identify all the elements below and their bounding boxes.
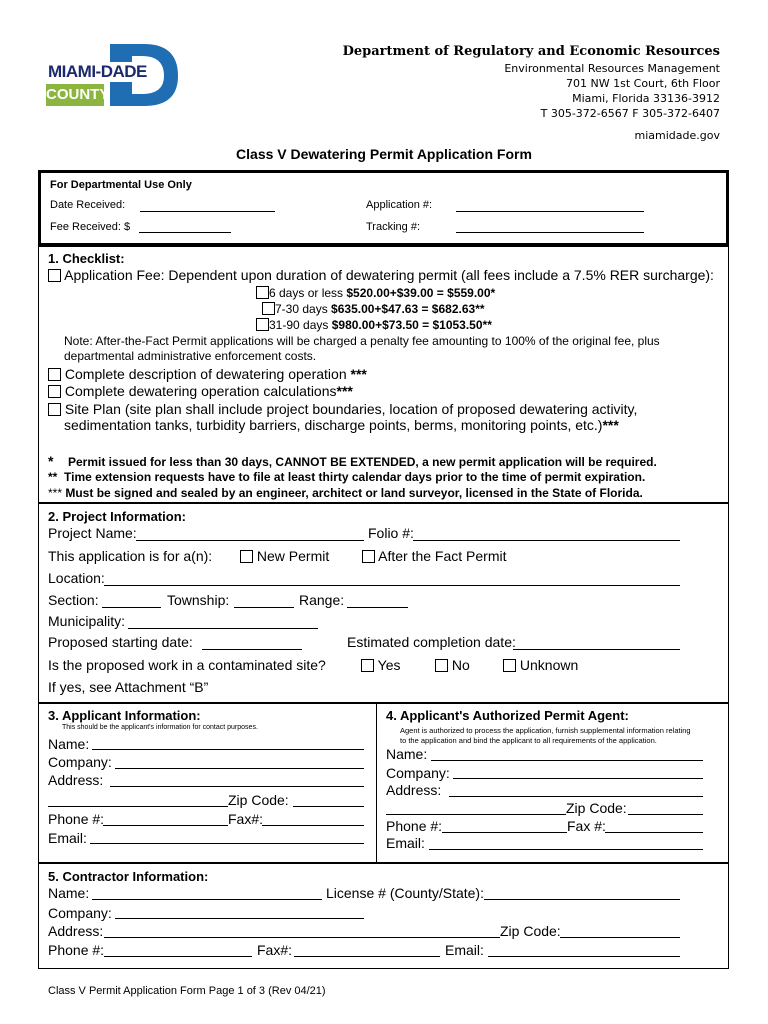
folio-label: Folio #: (368, 525, 414, 541)
fee-30-days-mark: ** (475, 302, 485, 316)
applicant-email-label: Email: (48, 830, 87, 846)
agent-zip-field[interactable] (628, 801, 703, 815)
footnote-2-mark: ** (48, 470, 58, 484)
contaminated-question: Is the proposed work in a contaminated site? (48, 657, 326, 673)
dept-name: Department of Regulatory and Economic Resources (342, 44, 720, 59)
contractor-company-label: Company: (48, 905, 112, 921)
attachment-note: If yes, see Attachment “B” (48, 679, 209, 695)
page-footer: Class V Permit Application Form Page 1 of 3 (Rev 04/21) (48, 985, 326, 997)
after-fact-option (362, 548, 507, 564)
agent-address-label: Address: (386, 782, 442, 798)
applicant-fax-field[interactable] (262, 812, 364, 826)
tracking-no-field[interactable] (456, 219, 644, 233)
agent-note-1: Agent is authorized to process the application, furnish supplemental information relating (400, 726, 691, 735)
applicant-address-field-2[interactable] (48, 793, 228, 807)
project-name-label: Project Name: (48, 525, 137, 541)
description-stars: *** (350, 366, 367, 382)
agent-company-field[interactable] (453, 765, 703, 779)
date-received-field[interactable] (140, 198, 275, 212)
range-label: Range: (299, 592, 345, 608)
agent-fax-field[interactable] (605, 819, 703, 833)
contractor-license-label: License # (County/State): (326, 885, 484, 901)
site-plan-text-row-2 (64, 417, 619, 433)
fee-90-days-label: 31-90 days (269, 318, 332, 332)
footnote-3-mark: *** (48, 486, 63, 500)
folio-field[interactable] (413, 527, 680, 541)
applicant-email-field[interactable] (90, 830, 364, 844)
agent-company-label: Company: (386, 765, 450, 781)
completion-date-field[interactable] (513, 636, 680, 650)
address-line-2: Miami, Florida 33136-3912 (572, 92, 720, 105)
agent-address-field-2[interactable] (386, 801, 566, 815)
section-field[interactable] (102, 594, 161, 608)
yes-option (361, 657, 400, 673)
contractor-name-field[interactable] (92, 886, 322, 900)
fee-checklist-item (48, 267, 714, 283)
applicant-zip-label: Zip Code: (228, 792, 289, 808)
location-label: Location: (48, 570, 105, 586)
site-plan-checkbox[interactable] (48, 403, 61, 416)
after-fact-checkbox[interactable] (362, 550, 375, 563)
section-label: Section: (48, 592, 99, 608)
contractor-phone-label: Phone #: (48, 942, 105, 958)
no-label: No (451, 657, 470, 673)
after-fact-note-1: Note: After-the-Fact Permit applications will be charged a penalty fee amounting to 100% of the original fee, plus (64, 334, 660, 348)
completion-date-label: Estimated completion date: (347, 634, 516, 650)
tracking-no-label: Tracking #: (366, 221, 421, 233)
description-checklist-item (48, 366, 367, 382)
unknown-checkbox[interactable] (503, 659, 516, 672)
contractor-license-field[interactable] (484, 886, 680, 900)
agent-heading: 4. Applicant's Authorized Permit Agent: (386, 708, 629, 723)
new-permit-label: New Permit (256, 548, 330, 564)
county-logo (46, 42, 180, 108)
municipality-label: Municipality: (48, 613, 126, 629)
footnote-1-mark: * (48, 453, 54, 469)
fee-6-days-mark: * (490, 286, 496, 300)
township-label: Township: (167, 592, 230, 608)
form-title: Class V Dewatering Permit Application Form (236, 146, 532, 162)
start-date-field[interactable] (202, 636, 302, 650)
fee-6-days-label: 6 days or less (269, 286, 347, 300)
checklist-heading: 1. Checklist: (48, 251, 125, 266)
header-address-block (343, 44, 720, 142)
logo-top-text: MIAMI-DADE (48, 62, 147, 81)
agent-zip-label: Zip Code: (566, 800, 627, 816)
logo-bottom-text: COUNTY (46, 84, 104, 106)
fee-option-90-days (256, 318, 492, 332)
footnote-1 (48, 453, 657, 469)
fee-90-days-mark: ** (482, 318, 492, 332)
contractor-phone-field[interactable] (104, 943, 252, 957)
applicant-name-label: Name: (48, 736, 90, 752)
contractor-zip-label: Zip Code: (500, 923, 561, 939)
footnote-2 (48, 470, 645, 484)
start-date-label: Proposed starting date: (48, 634, 193, 650)
applicant-zip-field[interactable] (293, 793, 364, 807)
new-permit-checkbox[interactable] (240, 550, 253, 563)
agent-note-2: to the application and bind the applicant to all requirements of the application. (400, 736, 657, 745)
applicant-fax-label: Fax#: (228, 811, 264, 827)
fee-received-label: Fee Received: $ (50, 221, 131, 233)
range-field[interactable] (347, 594, 408, 608)
fee-30-days-checkbox[interactable] (262, 302, 275, 315)
township-field[interactable] (234, 594, 294, 608)
municipality-field[interactable] (128, 615, 318, 629)
applicant-address-field[interactable] (110, 773, 364, 787)
calculations-stars: *** (336, 383, 353, 399)
agent-phone-field[interactable] (442, 819, 567, 833)
fee-6-days-amount: $520.00+$39.00 = $559.00 (346, 286, 491, 300)
site-plan-text-1: Site Plan (site plan shall include project boundaries, location of proposed dewatering activity, (64, 401, 638, 417)
applicant-phone-field[interactable] (103, 812, 228, 826)
footnote-3-text: Must be signed and sealed by an engineer, architect or land surveyor, licensed in the State of Florida. (65, 486, 643, 500)
after-fact-label: After the Fact Permit (378, 548, 507, 564)
contractor-zip-field[interactable] (560, 924, 680, 938)
site-plan-text-2: sedimentation tanks, turbidity barriers, discharge points, berms, monitoring points, etc.) (64, 417, 603, 433)
website[interactable]: miamidade.gov (634, 129, 720, 142)
fee-item-text: Application Fee: Dependent upon duration of dewatering permit (all fees include a 7.5% RER surcharge): (64, 267, 714, 283)
new-permit-option (240, 548, 329, 564)
date-received-label: Date Received: (50, 199, 126, 211)
contractor-fax-field[interactable] (294, 943, 440, 957)
contractor-email-field[interactable] (488, 943, 680, 957)
phone-fax: T 305-372-6567 F 305-372-6407 (540, 107, 720, 120)
agent-name-field[interactable] (431, 747, 703, 761)
yes-label: Yes (377, 657, 401, 673)
fee-option-6-days (256, 286, 495, 300)
applicant-company-label: Company: (48, 754, 112, 770)
site-plan-stars: *** (602, 417, 619, 433)
no-option (435, 657, 470, 673)
site-plan-checklist-item (48, 401, 637, 417)
calculations-checkbox[interactable] (48, 385, 61, 398)
after-fact-note-2: departmental administrative enforcement costs. (64, 349, 317, 363)
application-no-label: Application #: (366, 199, 433, 211)
division-name: Environmental Resources Management (504, 62, 720, 75)
applicant-heading: 3. Applicant Information: (48, 708, 201, 723)
footnote-1-text: Permit issued for less than 30 days, CANNOT BE EXTENDED, a new permit application will be required. (68, 455, 657, 469)
fee-6-days-checkbox[interactable] (256, 286, 269, 299)
contractor-name-label: Name: (48, 885, 90, 901)
calculations-checklist-item (48, 383, 353, 399)
footnote-2-text: Time extension requests have to file at least thirty calendar days prior to the time of permit expiration. (64, 470, 646, 484)
no-checkbox[interactable] (435, 659, 448, 672)
fee-30-days-amount: $635.00+$47.63 = $682.63 (331, 302, 476, 316)
fee-received-field[interactable] (139, 219, 231, 233)
contractor-company-field[interactable] (115, 905, 364, 919)
agent-fax-label: Fax #: (567, 818, 606, 834)
unknown-option (503, 657, 578, 673)
fee-90-days-amount: $980.00+$73.50 = $1053.50 (331, 318, 483, 332)
fee-option-30-days (262, 302, 485, 316)
description-checkbox[interactable] (48, 368, 61, 381)
applicant-company-field[interactable] (115, 755, 364, 769)
agent-phone-label: Phone #: (386, 818, 443, 834)
applicant-phone-label: Phone #: (48, 811, 105, 827)
application-for-label: This application is for a(n): (48, 548, 213, 564)
description-text: Complete description of dewatering operation (64, 366, 351, 382)
project-name-field[interactable] (136, 527, 364, 541)
address-line-1: 701 NW 1st Court, 6th Floor (566, 77, 720, 90)
contractor-address-field[interactable] (104, 924, 500, 938)
contractor-address-label: Address: (48, 923, 104, 939)
contractor-fax-label: Fax#: (257, 942, 293, 958)
contractor-email-label: Email: (445, 942, 484, 958)
yes-checkbox[interactable] (361, 659, 374, 672)
applicant-note: This should be the applicant's information for contact purposes. (62, 724, 258, 731)
agent-address-field[interactable] (449, 783, 703, 797)
location-field[interactable] (104, 572, 680, 586)
agent-email-field[interactable] (429, 836, 703, 850)
contractor-heading: 5. Contractor Information: (48, 869, 209, 884)
project-heading: 2. Project Information: (48, 509, 186, 524)
applicant-name-field[interactable] (92, 736, 364, 750)
footnote-3 (48, 486, 643, 500)
agent-email-label: Email: (386, 835, 425, 851)
applicant-address-label: Address: (48, 772, 104, 788)
unknown-label: Unknown (519, 657, 579, 673)
agent-name-label: Name: (386, 746, 428, 762)
fee-checkbox[interactable] (48, 269, 61, 282)
fee-90-days-checkbox[interactable] (256, 318, 269, 331)
calculations-text: Complete dewatering operation calculations (64, 383, 337, 399)
fee-30-days-label: 7-30 days (275, 302, 332, 316)
departmental-heading: For Departmental Use Only (50, 179, 192, 191)
application-no-field[interactable] (456, 198, 644, 212)
